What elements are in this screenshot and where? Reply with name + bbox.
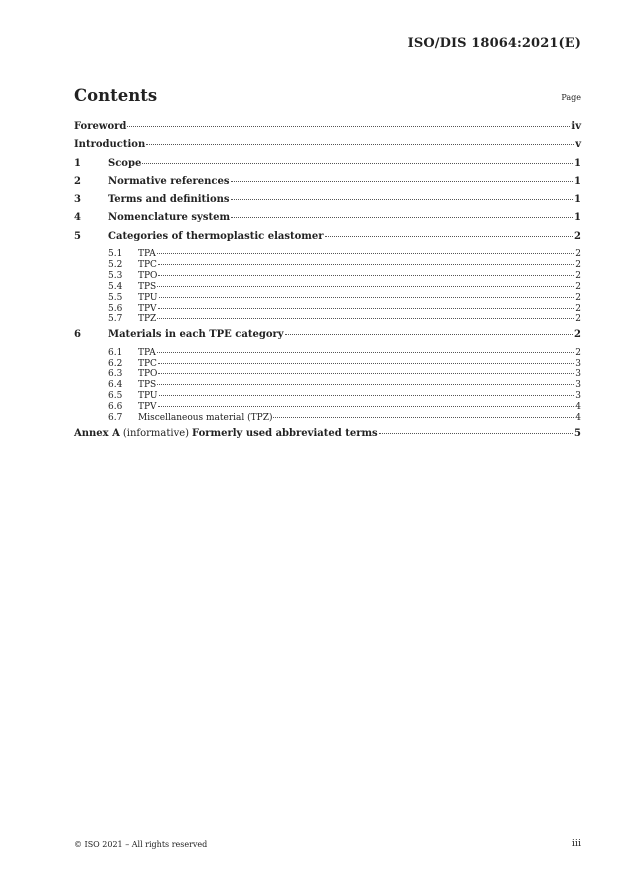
- toc-entry-number: 5.6: [108, 303, 123, 314]
- toc-entry-clause-4[interactable]: [74, 212, 581, 230]
- toc-entry-number: 6.5: [108, 391, 123, 402]
- dot-leader: [379, 433, 573, 434]
- toc-entry-page: 2: [575, 249, 581, 260]
- toc-entry-label: TPU: [138, 292, 158, 303]
- dot-leader: [158, 275, 574, 276]
- toc-entry-label: Introduction: [74, 139, 146, 151]
- footer-page-number: iii: [571, 838, 581, 849]
- toc-entry-subclause-6.6[interactable]: [74, 402, 581, 413]
- toc-entry-foreword[interactable]: [74, 121, 581, 139]
- toc-entry-subclause-5.6[interactable]: [74, 304, 581, 315]
- toc-entry-page: 1: [574, 194, 581, 206]
- toc-entry-label: Materials in each TPE category: [108, 329, 284, 341]
- toc-entry-label: TPS: [138, 281, 157, 292]
- toc-entry-number: 6.7: [108, 412, 123, 423]
- dot-leader: [157, 384, 574, 385]
- toc-entry-label: TPV: [138, 303, 157, 314]
- toc-entry-subclause-5.5[interactable]: [74, 293, 581, 304]
- dot-leader: [157, 286, 574, 287]
- toc-entry-page: 5: [574, 427, 581, 439]
- toc-entry-label: Terms and definitions: [108, 194, 230, 206]
- dot-leader: [142, 163, 573, 164]
- toc-entry-page: 2: [575, 347, 581, 358]
- toc-entry-subclause-6.2[interactable]: [74, 359, 581, 370]
- toc-entry-label: TPZ: [138, 314, 157, 325]
- toc-entry-number: 5: [74, 230, 81, 242]
- toc-entry-subclause-6.3[interactable]: [74, 369, 581, 380]
- dot-leader: [159, 297, 575, 298]
- toc-entry-subclause-6.4[interactable]: [74, 380, 581, 391]
- toc-entry-page: iv: [571, 121, 581, 132]
- toc-entry-page: 3: [575, 358, 581, 369]
- table-of-contents: [74, 121, 581, 446]
- toc-entry-page: 3: [575, 369, 581, 380]
- toc-entry-number: 6.4: [108, 380, 123, 391]
- annex-prefix: Annex A: [74, 427, 120, 439]
- toc-entry-number: 3: [74, 194, 81, 206]
- annex-type: (informative): [122, 427, 190, 439]
- toc-entry-subclause-6.5[interactable]: [74, 391, 581, 402]
- toc-entry-subclause-5.3[interactable]: [74, 271, 581, 282]
- toc-entry-label: TPC: [138, 358, 157, 369]
- dot-leader: [146, 144, 574, 145]
- toc-entry-label: TPS: [138, 380, 157, 391]
- toc-entry-label: Categories of thermoplastic elastomer: [108, 230, 324, 242]
- toc-entry-page: 2: [575, 259, 581, 270]
- dot-leader: [157, 253, 575, 254]
- toc-entry-number: 5.3: [108, 270, 123, 281]
- toc-entry-number: 1: [74, 157, 81, 169]
- toc-entry-number: 2: [74, 175, 81, 187]
- toc-entry-page: 1: [574, 175, 581, 187]
- toc-entry-label: TPV: [138, 402, 157, 413]
- dot-leader: [158, 264, 574, 265]
- toc-entry-number: 5.5: [108, 292, 123, 303]
- toc-entry-page: v: [575, 139, 581, 151]
- toc-entry-number: 6.6: [108, 402, 123, 413]
- toc-entry-page: 2: [575, 303, 581, 314]
- dot-leader: [285, 334, 573, 335]
- toc-entry-number: 6.3: [108, 369, 123, 380]
- dot-leader: [231, 217, 573, 218]
- toc-entry-clause-1[interactable]: [74, 158, 581, 176]
- toc-entry-label: TPO: [138, 369, 158, 380]
- dot-leader: [158, 308, 575, 309]
- toc-entry-number: 6: [74, 329, 81, 341]
- standard-identifier: ISO/DIS 18064:2021(E): [407, 36, 581, 51]
- footer-copyright: © ISO 2021 – All rights reserved: [74, 840, 208, 849]
- toc-entry-number: 4: [74, 212, 81, 224]
- dot-leader: [158, 363, 574, 364]
- dot-leader: [325, 236, 574, 237]
- toc-entry-subclause-5.2[interactable]: [74, 260, 581, 271]
- dot-leader: [158, 406, 575, 407]
- toc-entry-page: 3: [575, 391, 581, 402]
- toc-entry-number: 5.2: [108, 259, 123, 270]
- toc-entry-annex-a[interactable]: [74, 428, 581, 446]
- toc-entry-subclause-6.1[interactable]: [74, 348, 581, 359]
- toc-entry-page: 2: [575, 314, 581, 325]
- toc-entry-subclause-6.7[interactable]: [74, 413, 581, 424]
- toc-entry-page: 3: [575, 380, 581, 391]
- dot-leader: [231, 181, 574, 182]
- toc-entry-subclause-5.1[interactable]: [74, 249, 581, 260]
- toc-clause-list: [74, 158, 581, 428]
- dot-leader: [157, 352, 575, 353]
- toc-entry-label: Miscellaneous material (TPZ): [138, 412, 273, 423]
- toc-entry-number: 5.7: [108, 314, 123, 325]
- toc-entry-clause-5[interactable]: [74, 231, 581, 249]
- toc-entry-subclause-5.4[interactable]: [74, 282, 581, 293]
- toc-entry-label: TPA: [138, 347, 156, 358]
- toc-entry-label: TPC: [138, 259, 157, 270]
- toc-entry-page: 4: [575, 412, 581, 423]
- toc-entry-page: 2: [574, 230, 581, 242]
- toc-entry-page: 4: [575, 402, 581, 413]
- dot-leader: [159, 395, 575, 396]
- toc-entry-label: Foreword: [74, 121, 127, 132]
- toc-entry-clause-2[interactable]: [74, 176, 581, 194]
- toc-entry-page: 1: [574, 157, 581, 169]
- toc-entry-page: 2: [575, 281, 581, 292]
- toc-entry-subclause-5.7[interactable]: [74, 314, 581, 325]
- toc-entry-page: 2: [574, 329, 581, 341]
- toc-entry-label: TPO: [138, 270, 158, 281]
- toc-entry-number: 5.4: [108, 281, 123, 292]
- toc-entry-number: 6.2: [108, 358, 123, 369]
- toc-entry-label: Normative references: [108, 175, 230, 187]
- page-column-label: Page: [561, 93, 581, 102]
- dot-leader: [273, 417, 574, 418]
- page-title: Contents: [74, 86, 158, 105]
- toc-entry-page: 1: [574, 212, 581, 224]
- toc-entry-label: Formerly used abbreviated terms: [192, 427, 378, 439]
- toc-entry-introduction[interactable]: [74, 139, 581, 157]
- toc-entry-label: TPU: [138, 391, 158, 402]
- toc-entry-label: Scope: [108, 157, 142, 169]
- toc-entry-clause-6[interactable]: [74, 329, 581, 347]
- toc-entry-page: 2: [575, 292, 581, 303]
- dot-leader: [158, 373, 574, 374]
- toc-entry-page: 2: [575, 270, 581, 281]
- toc-entry-clause-3[interactable]: [74, 194, 581, 212]
- dot-leader: [127, 126, 570, 127]
- toc-entry-label: Nomenclature system: [108, 212, 231, 224]
- toc-entry-label: TPA: [138, 249, 156, 260]
- toc-entry-number: 6.1: [108, 347, 123, 358]
- toc-entry-number: 5.1: [108, 249, 123, 260]
- dot-leader: [231, 199, 574, 200]
- dot-leader: [157, 318, 574, 319]
